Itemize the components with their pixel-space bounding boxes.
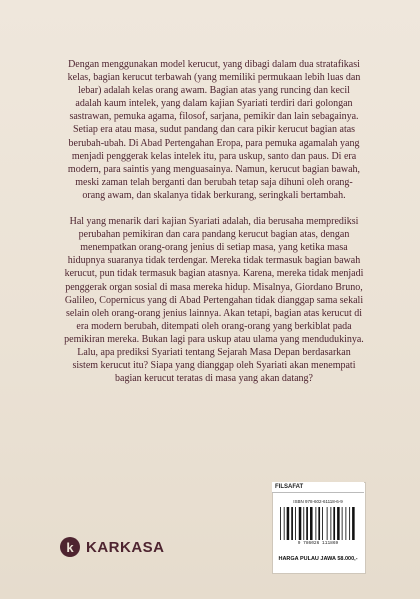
blurb-paragraph-1: Dengan menggunakan model kerucut, yang dibagi dalam dua stratafikasi kelas, bagian kerucut terbawah (yang memiliki permukaan lebih luas dan lebar) adalah kelas orang awam. Bagian atas yang runcing dan kecil adalah kaum intelek, yang dalam kajian Syariati terdiri dari golongan sastrawan, pemuka agama, filosof, sarjana, pemikir dan lain sebagainya. Setiap era atau masa, sudut pandang dan cara pikir kerucut bagian atas berubah-ubah. Di Abad Pertengahan Eropa, para pemuka agamalah yang menjadi penggerak kelas intelek itu, para uskup, santo dan paus. Di era modern, para saintis yang menguasainya. Namun, kerucut bagian bawah, meski zaman telah berganti dan berubah tetap saja dihuni oleh orang-orang awam, dan skalanya tidak berkurang, seringkali bertambah. <box>67 59 361 201</box>
barcode-digits: 9 786026 111869 <box>297 541 339 546</box>
publisher-name: KARKASA <box>86 538 165 556</box>
barcode-icon <box>280 507 356 540</box>
price-label: HARGA PULAU JAWA 58.000,- <box>278 556 358 562</box>
isbn-text: ISBN 978-602-61118-6-9 <box>293 499 343 504</box>
blurb-paragraph-2: Hal yang menarik dari kajian Syariati adalah, dia berusaha memprediksi perubahan pemikiran dan cara pandang kerucut bagian atas, dengan menempatkan orang-orang jenius di setiap masa, yang ketika masa hidupnya suaranya tidak terdengar. Mereka tidak termasuk bagian bawah kerucut, pun tidak termasuk bagian atasnya. Karena, mereka tidak menjadi penggerak organ sosial di masa mereka hidup. Misalnya, Giordano Bruno, Galileo, Copernicus yang di Abad Pertengahan tidak dianggap sama sekali selain oleh orang-orang jenius lainnya. Akan tetapi, bagian atas kerucut di era modern berubah, ditempati oleh orang-orang yang berkiblat pada pemikiran mereka. Bukan lagi para uskup atau ulama yang mendudukinya. Lalu, apa prediksi Syariati tentang Sejarah Masa Depan berdasarkan sistem kerucut itu? Siapa yang dianggap oleh Syariati akan menempati bagian kerucut teratas di masa yang akan datang? <box>64 216 364 385</box>
karkasa-logo-icon: k <box>60 537 80 557</box>
blurb-text <box>64 58 364 385</box>
category-label: FILSAFAT <box>272 482 364 493</box>
publisher-logo <box>60 537 165 557</box>
